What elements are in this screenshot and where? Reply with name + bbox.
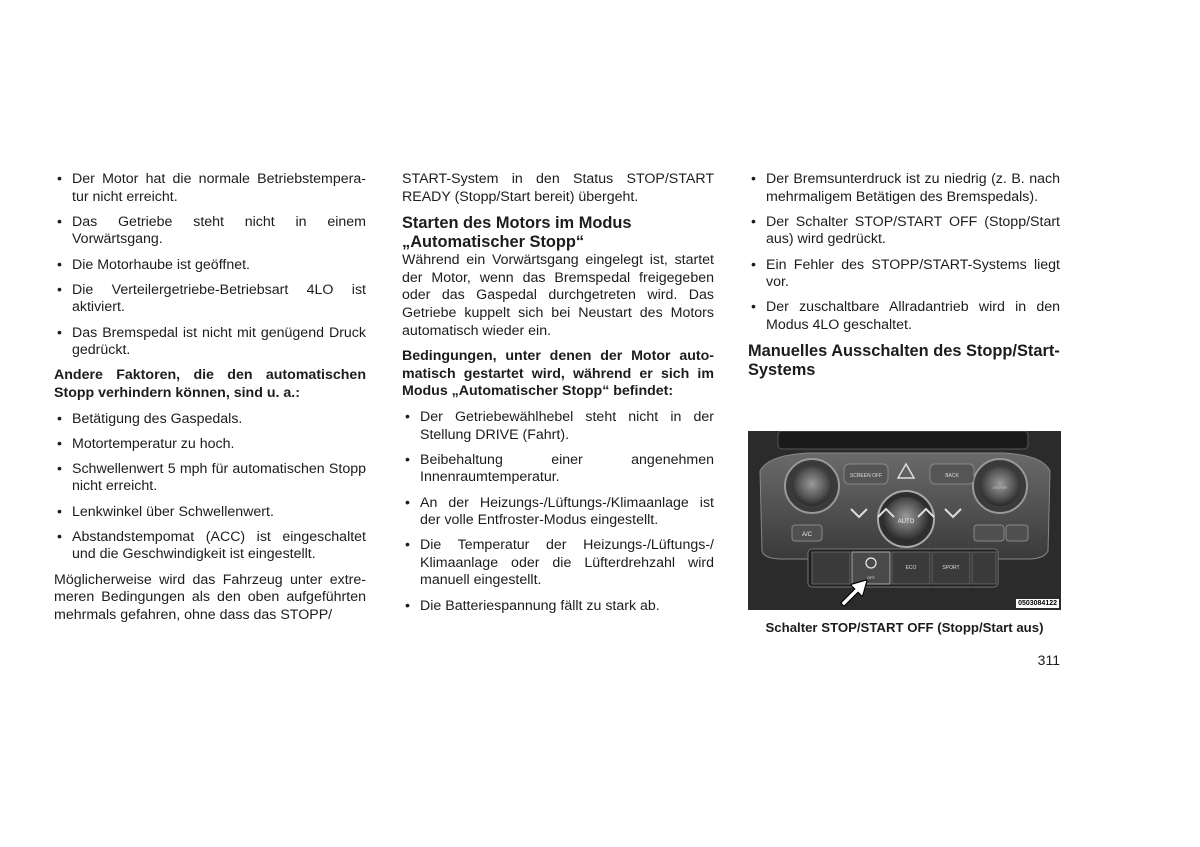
list-item: • Der zuschaltbare Allradantrieb wird in den Modus 4LO geschaltet. — [748, 299, 1060, 334]
list-item: • Das Getriebe steht nicht in einem Vorwärtsgang. — [54, 214, 366, 249]
list-item: • Die Temperatur der Heizungs-/Lüftungs-/ Klimaanlage oder die Lüfterdrehzahl wird manuell eingestellt. — [402, 537, 714, 590]
column-1 — [54, 171, 366, 632]
list-item: • Das Bremspedal ist nicht mit genügend Druck gedrückt. — [54, 325, 366, 360]
sport-label: SPORT — [942, 565, 960, 571]
list-item: • Der Schalter STOP/START OFF (Stopp/Start aus) wird gedrückt. — [748, 214, 1060, 249]
list-item: • Motortemperatur zu hoch. — [54, 436, 366, 454]
list-item: • Betätigung des Gaspedals. — [54, 411, 366, 429]
ac-button-label: A/C — [801, 532, 813, 538]
section-heading-restart: Starten des Motors im Modus „Automatischer Stopp“ — [402, 214, 632, 252]
body-paragraph: Während ein Vorwärtsgang eingelegt ist, startet der Motor, wenn das Bremspedal freigegeben oder das Gaspedal durchgetreten wird. Das Getriebe kuppelt sich bei Neustart des Motors automatisch wieder ein. — [402, 252, 714, 339]
body-paragraph: START-System in den Status STOP/START READY (Stopp/Start bereit) übergeht. — [402, 171, 714, 205]
section-heading-manual-off: Manuelles Ausschalten des Stopp/Start-Systems — [748, 342, 1060, 380]
list-item: • Lenkwinkel über Schwellenwert. — [54, 504, 366, 522]
body-paragraph: Möglicherweise wird das Fahrzeug unter extre-meren Bedingungen als den oben aufgeführten mehrmals gefahren, ohne dass das STOPP/ — [54, 571, 366, 623]
list-item: • Der Motor hat die normale Betriebstempera-tur nicht erreicht. — [54, 171, 366, 206]
back-button-label: BACK — [945, 473, 959, 479]
other-factors-list — [54, 411, 366, 565]
enter-label: ENTER — [993, 485, 1007, 490]
restart-conditions-list — [402, 409, 714, 615]
list-item: • An der Heizungs-/Lüftungs-/Klimaanlage ist der volle Entfroster-Modus eingestellt. — [402, 495, 714, 530]
list-item: • Der Getriebewählhebel steht nicht in der Stellung DRIVE (Fahrt). — [402, 409, 714, 444]
figure-caption: Schalter STOP/START OFF (Stopp/Start aus) — [765, 620, 1044, 635]
control-panel-illustration — [748, 431, 1061, 610]
other-factors-subheading: Andere Faktoren, die den automatischen Stopp verhindern können, sind u. a.: — [54, 367, 366, 401]
list-item: • Beibehaltung einer angenehmen Innenraumtemperatur. — [402, 452, 714, 487]
list-item: • Schwellenwert 5 mph für automatischen Stopp nicht erreicht. — [54, 461, 366, 496]
stop-start-off-label: OFF — [867, 575, 875, 580]
column-3 — [748, 171, 1060, 380]
page-number: 311 — [1037, 652, 1060, 668]
screen-off-button-label: SCREEN OFF — [849, 473, 883, 479]
eco-label: ECO — [905, 565, 917, 571]
list-item: • Die Batteriespannung fällt zu stark ab. — [402, 598, 714, 616]
conditions-list — [54, 171, 366, 360]
column-2 — [402, 171, 714, 623]
defrost-button — [974, 525, 1004, 541]
park-assist-switch — [812, 552, 850, 584]
traction-switch — [972, 552, 996, 584]
list-item: • Abstandstempomat (ACC) ist eingeschaltet und die Geschwindigkeit ist eingestellt. — [54, 529, 366, 564]
list-item: • Der Bremsunterdruck ist zu niedrig (z. B. nach mehrmaligem Betätigen des Bremspedals). — [748, 171, 1060, 206]
list-item: • Die Motorhaube ist geöffnet. — [54, 257, 366, 275]
list-item: • Ein Fehler des STOPP/START-Systems liegt vor. — [748, 257, 1060, 292]
stop-start-switch-figure — [748, 431, 1061, 610]
restart-conditions-subheading: Bedingungen, unter denen der Motor auto-matisch gestartet wird, während er sich im Modus „Automatischer Stopp“ befindet: — [402, 348, 714, 400]
list-item: • Die Verteilergetriebe-Betriebsart 4LO ist aktiviert. — [54, 282, 366, 317]
figure-code: 0503084122 — [1018, 600, 1057, 607]
auto-label: AUTO — [897, 519, 915, 525]
rear-defrost-button — [1006, 525, 1028, 541]
conditions-list-continued — [748, 171, 1060, 335]
screen-bezel — [778, 431, 1028, 449]
